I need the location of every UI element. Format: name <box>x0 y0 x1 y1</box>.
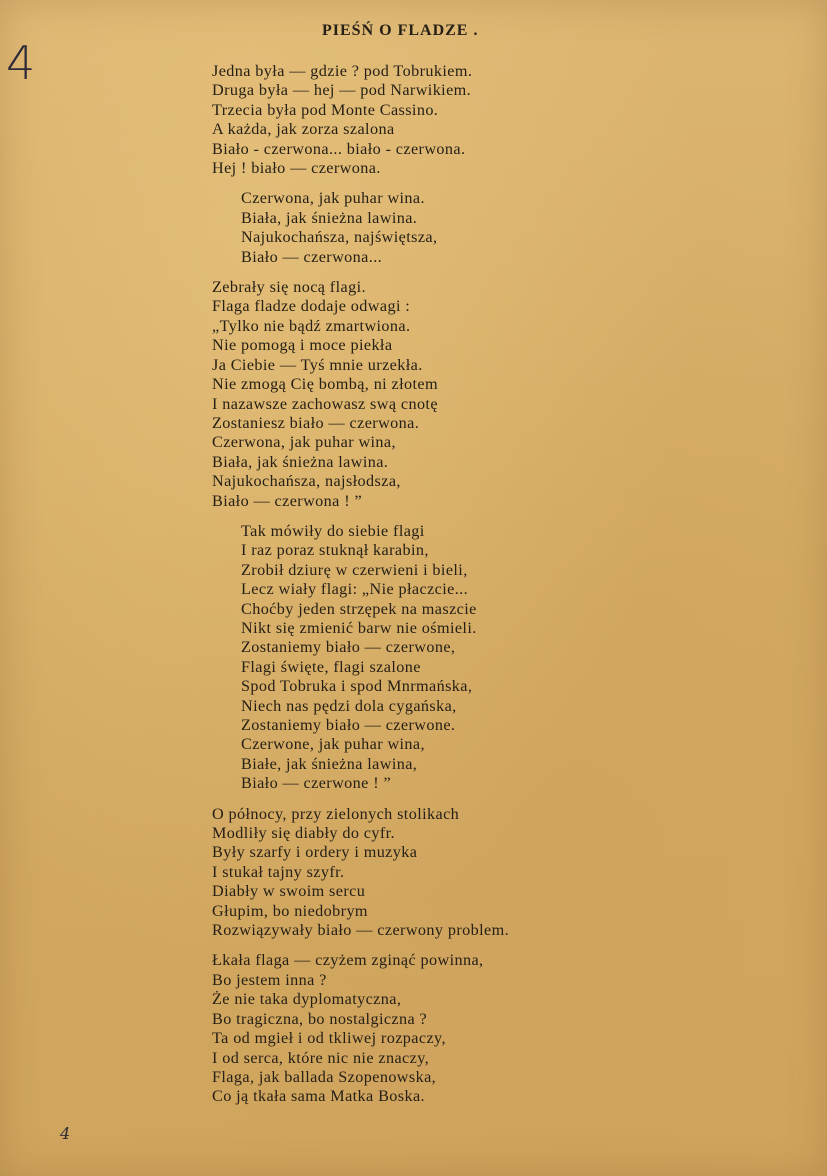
stanza <box>212 951 802 1106</box>
stanza <box>212 278 802 511</box>
poem-line: Najukochańsza, najsłodsza, <box>212 472 401 491</box>
poem-line: Biało — czerwone ! ” <box>241 774 392 793</box>
poem-title: PIEŚŃ O FLADZE . <box>322 22 479 39</box>
poem-line: Niech nas pędzi dola cygańska, <box>241 696 457 715</box>
poem-line: Czerwona, jak puhar wina, <box>212 433 396 452</box>
poem-line: I od serca, które nic nie znaczy, <box>212 1048 430 1067</box>
poem-line: Bo tragiczna, bo nostalgiczna ? <box>212 1009 428 1028</box>
poem-line: Druga była — hej — pod Narwikiem. <box>212 81 472 100</box>
poem-line: Flaga, jak ballada Szopenowska, <box>212 1067 437 1086</box>
poem-line: Tak mówiły do siebie flagi <box>241 521 425 540</box>
poem-line: Trzecia była pod Monte Cassino. <box>212 100 439 119</box>
poem-line: Głupim, bo niedobrym <box>212 901 368 920</box>
poem-line: Nikt się zmienić barw nie ośmieli. <box>241 618 477 637</box>
poem-line: I nazawsze zachowasz swą cnotę <box>212 394 438 413</box>
poem-body <box>212 62 802 1118</box>
poem-line: Diabły w swoim sercu <box>212 882 366 901</box>
poem-line: A każda, jak zorza szalona <box>212 120 395 139</box>
poem-line: Biało — czerwona ! ” <box>212 491 363 510</box>
poem-line: Nie zmogą Cię bombą, ni złotem <box>212 375 438 394</box>
poem-line: Ta od mgieł i od tkliwej rozpaczy, <box>212 1029 446 1048</box>
poem-line: Bo jestem inna ? <box>212 970 327 989</box>
stanza <box>212 62 802 178</box>
poem-line: „Tylko nie bądź zmartwiona. <box>212 316 411 335</box>
poem-line: Flagi święte, flagi szalone <box>241 657 421 676</box>
poem-line: Flaga fladze dodaje odwagi : <box>212 297 411 316</box>
poem-line: Najukochańsza, najświętsza, <box>241 228 438 247</box>
poem-line: Biało — czerwona... <box>241 247 383 266</box>
poem-line: Czerwona, jak puhar wina. <box>241 189 425 208</box>
handwritten-footer-mark: 4 <box>60 1124 71 1143</box>
poem-line: Biało - czerwona... biało - czerwona. <box>212 139 466 158</box>
poem-line: Co ją tkała sama Matka Boska. <box>212 1087 425 1106</box>
poem-line: Zostaniesz biało — czerwona. <box>212 413 420 432</box>
poem-line: I stukał tajny szyfr. <box>212 862 345 881</box>
poem-line: Ja Ciebie — Tyś mnie urzekła. <box>212 355 423 374</box>
poem-line: Zebrały się nocą flagi. <box>212 278 366 297</box>
poem-line: Rozwiązywały biało — czerwony problem. <box>212 921 510 940</box>
poem-line: Lecz wiały flagi: „Nie płaczcie... <box>241 580 469 599</box>
poem-line: Biała, jak śnieżna lawina. <box>241 208 418 227</box>
poem-line: Zrobił dziurę w czerwieni i bieli, <box>241 560 468 579</box>
stanza <box>212 522 802 794</box>
poem-line: Biała, jak śnieżna lawina. <box>212 452 389 471</box>
stanza <box>212 805 802 941</box>
poem-line: Czerwone, jak puhar wina, <box>241 735 425 754</box>
poem-line: Łkała flaga — czyżem zginąć powinna, <box>212 951 484 970</box>
poem-line: Zostaniemy biało — czerwone, <box>241 638 456 657</box>
poem-line: Modliły się diabły do cyfr. <box>212 824 395 843</box>
poem-line: Białe, jak śnieżna lawina, <box>241 754 418 773</box>
poem-line: Hej ! biało — czerwona. <box>212 159 381 178</box>
poem-line: I raz poraz stuknął karabin, <box>241 541 429 560</box>
poem-line: Zostaniemy biało — czerwone. <box>241 716 456 734</box>
poem-line: Spod Tobruka i spod Mnrmańska, <box>241 677 473 696</box>
poem-line: Nie pomogą i moce piekła <box>212 336 393 355</box>
poem-line: Choćby jeden strzępek na maszcie <box>241 599 477 618</box>
handwritten-page-number: 4 <box>6 36 36 90</box>
poem-line: Były szarfy i ordery i muzyka <box>212 843 418 862</box>
stanza <box>212 189 802 267</box>
poem-line: Że nie taka dyplomatyczna, <box>212 990 402 1009</box>
poem-line: Jedna była — gdzie ? pod Tobrukiem. <box>212 62 473 80</box>
poem-line: O północy, przy zielonych stolikach <box>212 804 460 823</box>
